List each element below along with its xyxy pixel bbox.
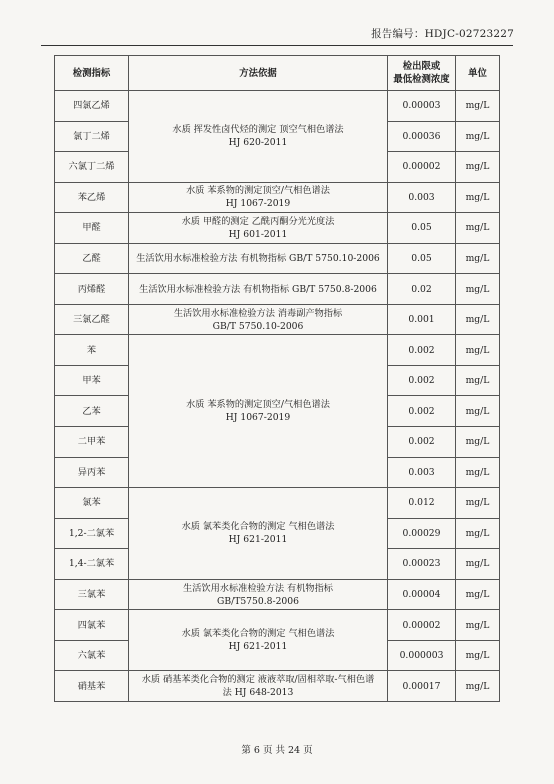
cell-limit: 0.02 <box>388 274 456 305</box>
cell-limit: 0.05 <box>388 213 456 244</box>
method-line: 水质 氯苯类化合物的测定 气相色谱法 <box>181 628 335 640</box>
cell-item: 乙苯 <box>55 396 129 427</box>
cell-method <box>129 243 388 274</box>
cell-item: 1,4-二氯苯 <box>55 549 129 580</box>
cell-item: 丙烯醛 <box>55 274 129 305</box>
method-line: HJ 621-2011 <box>228 534 288 546</box>
cell-limit: 0.012 <box>388 488 456 519</box>
cell-item: 六氯苯 <box>55 640 129 671</box>
cell-limit: 0.00003 <box>388 91 456 122</box>
method-line: 法 HJ 648-2013 <box>222 687 294 699</box>
cell-item: 六氯丁二烯 <box>55 152 129 183</box>
cell-limit: 0.003 <box>388 182 456 213</box>
method-line: 水质 苯系物的测定顶空/气相色谱法 <box>186 185 330 197</box>
method-line: 生活饮用水标准检验方法 有机物指标 GB/T 5750.10-2006 <box>136 253 380 264</box>
cell-method <box>129 488 388 580</box>
cell-unit: mg/L <box>456 243 500 274</box>
cell-limit: 0.000003 <box>388 640 456 671</box>
column-header-method: 方法依据 <box>129 56 388 91</box>
column-header-limit-line: 检出限或 <box>402 61 441 72</box>
table-header-row <box>55 56 500 91</box>
cell-unit: mg/L <box>456 365 500 396</box>
header-divider <box>41 45 513 46</box>
method-line: 水质 硝基苯类化合物的测定 液液萃取/固相萃取-气相色谱 <box>141 674 375 686</box>
cell-limit: 0.002 <box>388 335 456 366</box>
method-line: HJ 620-2011 <box>228 137 288 149</box>
cell-method <box>129 671 388 702</box>
cell-unit: mg/L <box>456 91 500 122</box>
cell-method <box>129 610 388 671</box>
table-row <box>55 91 500 122</box>
page-number: 第 6 页 共 24 页 <box>241 745 313 756</box>
column-header-limit <box>388 56 456 91</box>
cell-limit: 0.002 <box>388 365 456 396</box>
cell-item: 氯苯 <box>55 488 129 519</box>
method-line: HJ 621-2011 <box>228 641 288 653</box>
cell-method <box>129 91 388 183</box>
cell-method <box>129 579 388 610</box>
method-line: HJ 1067-2019 <box>225 412 291 424</box>
table-row <box>55 213 500 244</box>
cell-limit: 0.002 <box>388 427 456 458</box>
cell-unit: mg/L <box>456 427 500 458</box>
cell-item: 三氯苯 <box>55 579 129 610</box>
cell-item: 苯乙烯 <box>55 182 129 213</box>
cell-limit: 0.00029 <box>388 518 456 549</box>
cell-unit: mg/L <box>456 335 500 366</box>
cell-item: 四氯乙烯 <box>55 91 129 122</box>
cell-limit: 0.00004 <box>388 579 456 610</box>
table-row <box>55 335 500 366</box>
cell-unit: mg/L <box>456 152 500 183</box>
cell-limit: 0.00023 <box>388 549 456 580</box>
cell-method <box>129 304 388 335</box>
cell-item: 四氯苯 <box>55 610 129 641</box>
cell-limit: 0.05 <box>388 243 456 274</box>
cell-item: 1,2-二氯苯 <box>55 518 129 549</box>
cell-unit: mg/L <box>456 640 500 671</box>
cell-item: 氯丁二烯 <box>55 121 129 152</box>
cell-method <box>129 182 388 213</box>
cell-limit: 0.001 <box>388 304 456 335</box>
method-line: 生活饮用水标准检验方法 消毒副产物指标 <box>173 307 343 319</box>
column-header-unit: 单位 <box>456 56 500 91</box>
table-row <box>55 610 500 641</box>
cell-item: 硝基苯 <box>55 671 129 702</box>
cell-unit: mg/L <box>456 518 500 549</box>
table-row <box>55 579 500 610</box>
method-line: 生活饮用水标准检验方法 有机物指标 <box>183 582 333 594</box>
cell-item: 三氯乙醛 <box>55 304 129 335</box>
method-line: 水质 苯系物的测定顶空/气相色谱法 <box>186 399 330 411</box>
cell-unit: mg/L <box>456 549 500 580</box>
table-row <box>55 182 500 213</box>
cell-limit: 0.00002 <box>388 152 456 183</box>
table-row <box>55 274 500 305</box>
cell-item: 甲醛 <box>55 213 129 244</box>
cell-unit: mg/L <box>456 457 500 488</box>
cell-method <box>129 274 388 305</box>
cell-item: 乙醛 <box>55 243 129 274</box>
cell-item: 二甲苯 <box>55 427 129 458</box>
cell-unit: mg/L <box>456 671 500 702</box>
cell-item: 苯 <box>55 335 129 366</box>
cell-unit: mg/L <box>456 610 500 641</box>
method-line: HJ 601-2011 <box>228 228 288 240</box>
cell-unit: mg/L <box>456 579 500 610</box>
method-line: 生活饮用水标准检验方法 有机物指标 GB/T 5750.8-2006 <box>139 283 377 295</box>
table-row <box>55 488 500 519</box>
method-line: 水质 甲醛的测定 乙酰丙酮分光光度法 <box>181 215 335 227</box>
cell-method <box>129 335 388 488</box>
table-body <box>55 91 500 702</box>
cell-unit: mg/L <box>456 213 500 244</box>
method-line: HJ 1067-2019 <box>225 198 291 210</box>
cell-unit: mg/L <box>456 488 500 519</box>
method-line: GB/T 5750.10-2006 <box>212 320 304 332</box>
cell-limit: 0.002 <box>388 396 456 427</box>
column-header-limit-line: 最低检测浓度 <box>393 74 450 85</box>
cell-unit: mg/L <box>456 182 500 213</box>
cell-limit: 0.003 <box>388 457 456 488</box>
cell-item: 甲苯 <box>55 365 129 396</box>
table-row <box>55 671 500 702</box>
method-line: 水质 挥发性卤代烃的测定 顶空气相色谱法 <box>172 124 344 136</box>
cell-unit: mg/L <box>456 396 500 427</box>
report-number: 报告编号：HDJC-02723227 <box>371 28 514 40</box>
cell-method <box>129 213 388 244</box>
method-line: 水质 氯苯类化合物的测定 气相色谱法 <box>181 521 335 533</box>
table-row <box>55 304 500 335</box>
method-line: GB/T5750.8-2006 <box>217 595 299 607</box>
cell-unit: mg/L <box>456 304 500 335</box>
cell-unit: mg/L <box>456 274 500 305</box>
cell-limit: 0.00002 <box>388 610 456 641</box>
cell-unit: mg/L <box>456 121 500 152</box>
cell-limit: 0.00017 <box>388 671 456 702</box>
table-row <box>55 243 500 274</box>
detection-limits-table <box>54 55 500 702</box>
cell-limit: 0.00036 <box>388 121 456 152</box>
cell-item: 异丙苯 <box>55 457 129 488</box>
column-header-item: 检测指标 <box>55 56 129 91</box>
